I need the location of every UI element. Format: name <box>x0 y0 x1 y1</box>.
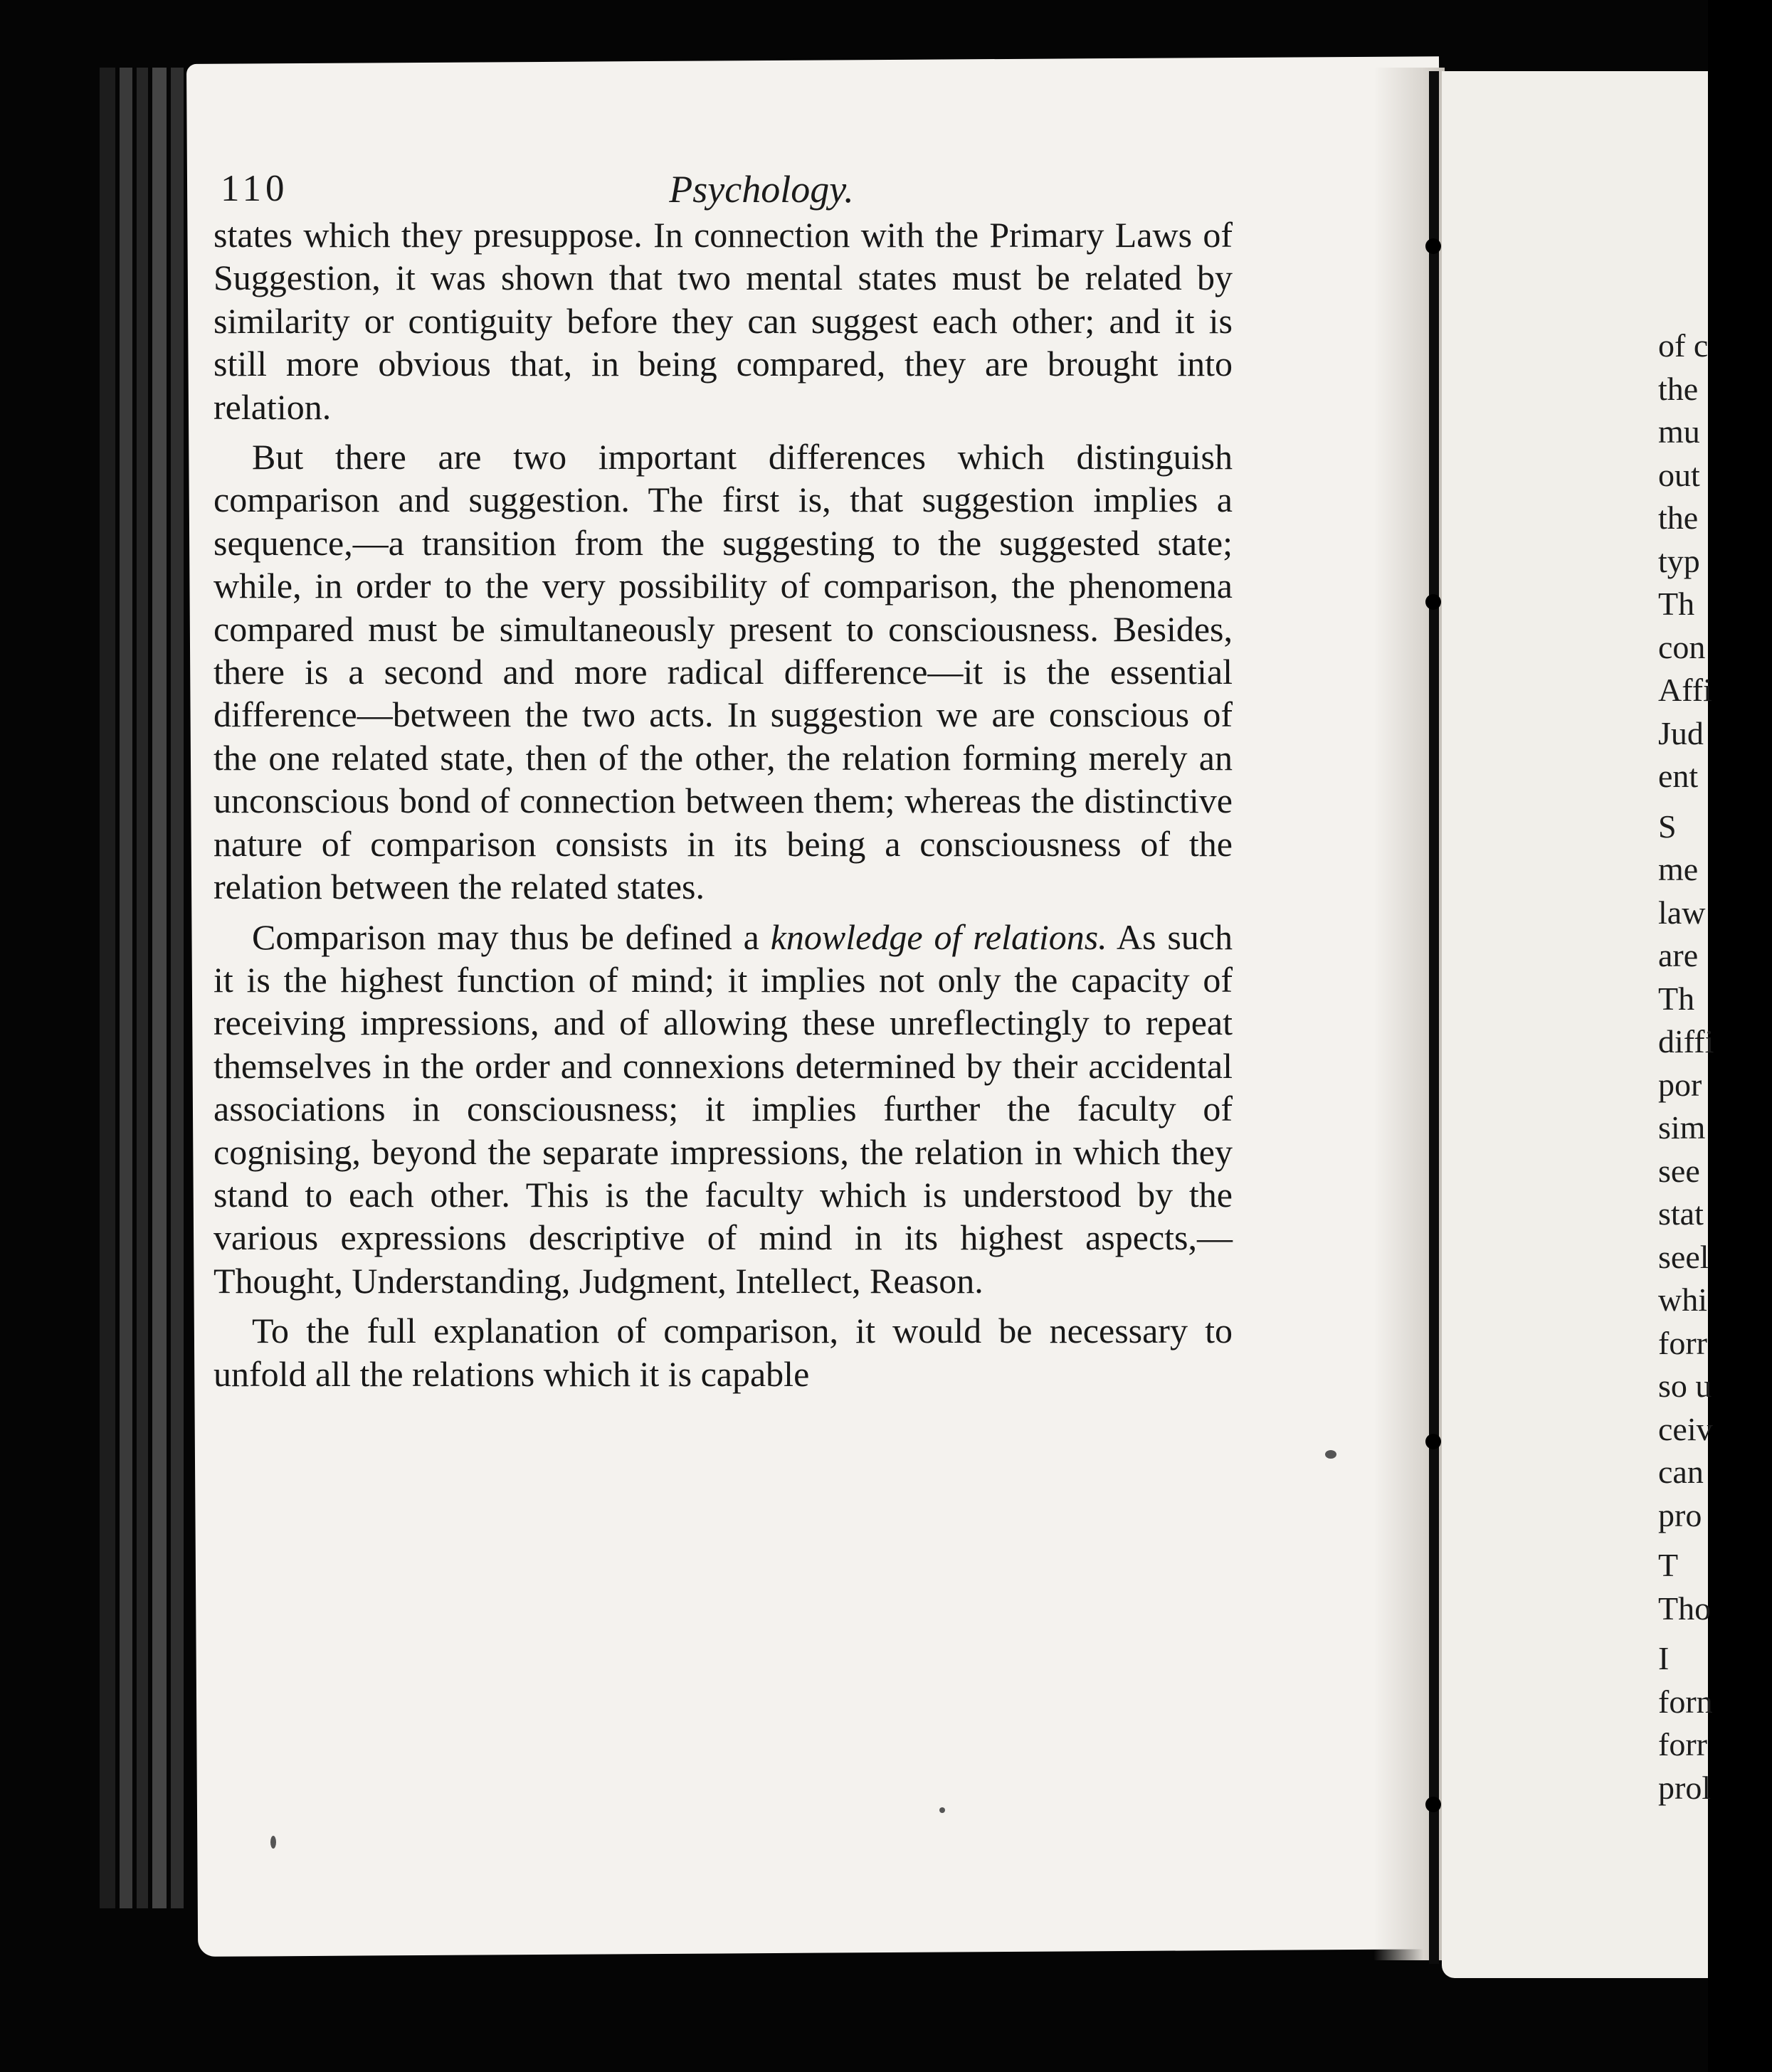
page-edge <box>100 68 115 1908</box>
right-page-line: sim <box>1658 1109 1706 1146</box>
page-number: 110 <box>221 168 289 209</box>
page-edge <box>171 68 184 1908</box>
right-page-line: Tho <box>1658 1590 1712 1627</box>
binding-thread <box>1425 594 1441 610</box>
binding-thread <box>1425 238 1441 254</box>
right-page-line: pro <box>1658 1496 1702 1533</box>
page-edge <box>152 68 167 1908</box>
right-page-line: whi <box>1658 1281 1707 1318</box>
paragraph: To the full explanation of comparison, it would be necessary to unfold all the relations which it is capable <box>213 1311 1233 1394</box>
right-page-line: S <box>1658 808 1677 845</box>
right-page-line: con <box>1658 628 1706 665</box>
right-page-line: forn <box>1658 1683 1713 1720</box>
right-page-line: are <box>1658 937 1699 973</box>
paragraph-text: Comparison may thus be defined a <box>252 916 771 957</box>
right-page-line: diffi <box>1658 1023 1714 1059</box>
right-page-line: typ <box>1658 542 1700 579</box>
right-page-line: so u <box>1658 1368 1712 1404</box>
paragraph: But there are two important differences which distinguish comparison and suggestion. The first is, that suggestion implies a sequence,—a transition from the suggesting to the suggested state; while, in order to the very possibility of comparison, the phenomena compared must be simultaneously present to consciousness. Besides, there is a second and more radical difference—it is the essential difference—between the two acts. In suggestion we are conscious of the one related state, then of the other, the relation forming merely an unconscious bond of connection between them; whereas the distinctive nature of comparison consists in its being a consciousness of the relation between the related states. <box>213 437 1233 907</box>
emphasis-term: knowledge of relations. <box>770 916 1107 957</box>
right-page-line: law <box>1658 894 1706 931</box>
right-page-line: Jud <box>1658 714 1704 751</box>
right-page-line: of c <box>1658 327 1709 364</box>
scan-speck <box>939 1807 945 1813</box>
right-page-line: the <box>1658 370 1699 407</box>
scan-speck <box>1325 1450 1336 1459</box>
right-page-text <box>1658 324 1772 1809</box>
right-page-line: can <box>1658 1454 1704 1490</box>
book-spine <box>1429 71 1439 1964</box>
right-page-line: me <box>1658 851 1699 887</box>
right-page-line: forr <box>1658 1324 1707 1361</box>
paragraph-text: As such it is the highest function of mind; it implies not only the capacity of receiving impressions, and of allowing these unreflectingly to repeat themselves in the order and connexions determined by their accidental associations in consciousness; it implies further the faculty of cognising, beyond the separate impressions, the relation in which they stand to each other. This is the faculty which is understood by the various expressions descriptive of mind in its highest aspects,—Thought, Understanding, Judgment, Intellect, Reason. <box>213 916 1233 1301</box>
scan-speck <box>270 1836 276 1849</box>
right-page-line: seel <box>1658 1238 1709 1275</box>
right-page-line: prol <box>1658 1769 1712 1806</box>
right-page-line: I <box>1658 1640 1670 1676</box>
body-text <box>213 213 1233 1395</box>
right-page-line: ceiv <box>1658 1410 1713 1447</box>
right-page-line: stat <box>1658 1195 1704 1232</box>
binding-thread <box>1425 1797 1441 1812</box>
page-edge <box>137 68 148 1908</box>
right-page-line: the <box>1658 500 1699 536</box>
right-page-line: mu <box>1658 413 1700 450</box>
right-page-line: ent <box>1658 758 1699 794</box>
right-page-line: Th <box>1658 586 1695 622</box>
paragraph: states which they presuppose. In connection with the Primary Laws of Suggestion, it was shown that two mental states must be related by similarity or contiguity before they can suggest each other; and it is still more obvious that, in being compared, they are brought into relation. <box>213 215 1233 427</box>
right-page-line: Th <box>1658 980 1695 1017</box>
paragraph <box>213 916 1233 1303</box>
right-page-line: out <box>1658 456 1700 493</box>
right-page-line: por <box>1658 1066 1702 1103</box>
right-page-line: T <box>1658 1547 1679 1583</box>
binding-thread <box>1425 1434 1441 1449</box>
running-title: Psychology. <box>669 168 854 211</box>
right-page-line: Affi <box>1658 672 1712 708</box>
right-page-line: see <box>1658 1152 1700 1189</box>
page-edge <box>120 68 132 1908</box>
right-page-line: forr <box>1658 1726 1707 1762</box>
